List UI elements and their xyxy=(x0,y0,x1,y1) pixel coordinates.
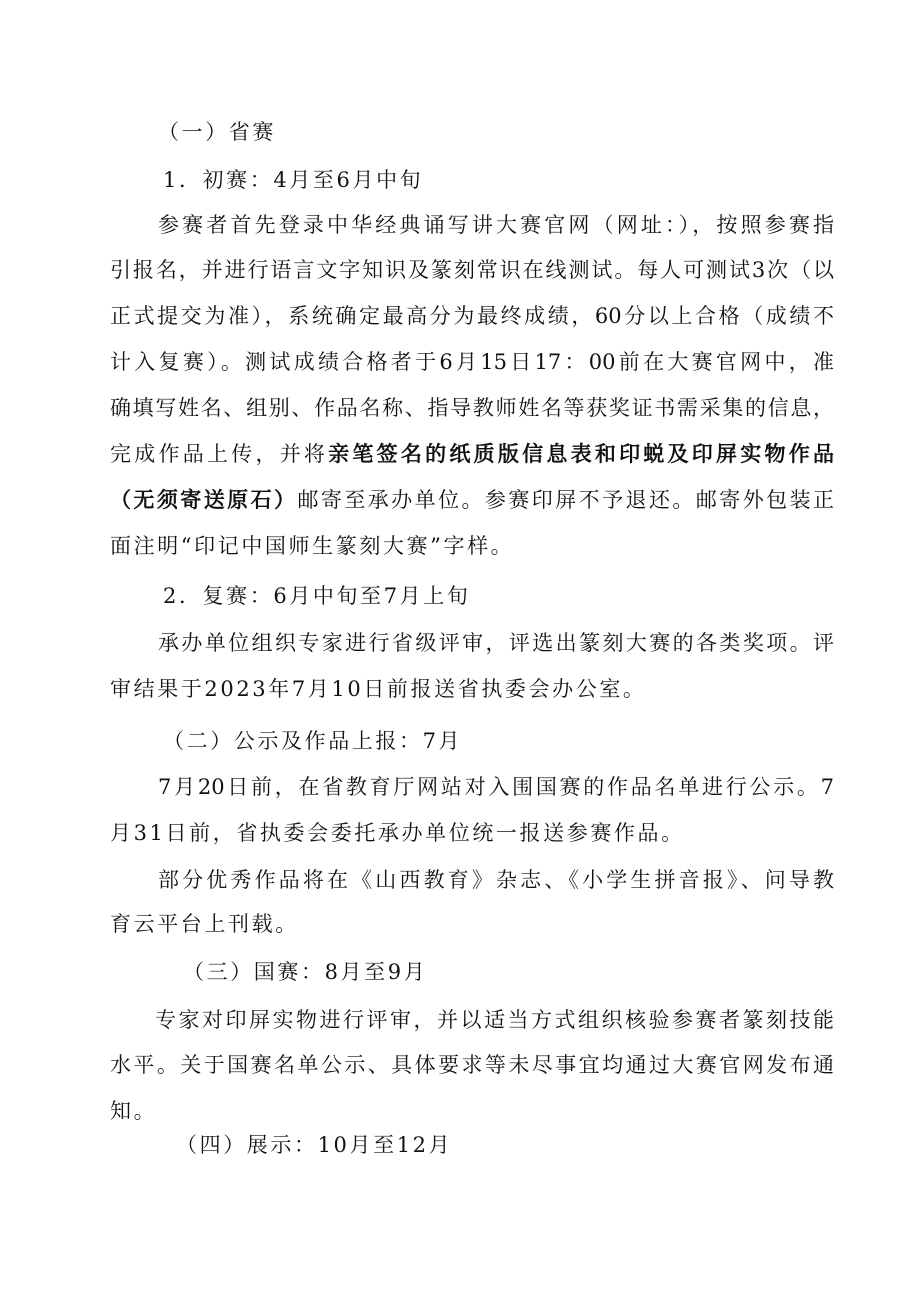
paragraph-line: 审结果于2023年7月10日前报送省执委会办公室。 xyxy=(110,677,647,701)
paragraph-line: 7月20日前，在省教育厅网站对入围国赛的作品名单进行公示。7 xyxy=(158,775,834,799)
paragraph-line: 引报名，并进行语言文字知识及篆刻常识在线测试。每人可测试3次（以 xyxy=(110,258,834,282)
paragraph-line: 知。 xyxy=(110,1099,158,1123)
paragraph-line: 面注明“印记中国师生篆刻大赛”字样。 xyxy=(110,534,515,558)
plain-text: 完成作品上传，并将 xyxy=(110,442,329,466)
paragraph-line: 专家对印屏实物进行评审，并以适当方式组织核验参赛者篆刻技能 xyxy=(155,1008,834,1032)
section-4-heading: （四）展示：10月至12月 xyxy=(176,1133,453,1157)
paragraph-line: 计入复赛）。测试成绩合格者于6月15日17：00前在大赛官网中，准 xyxy=(110,350,834,374)
paragraph-line: 参赛者首先登录中华经典诵写讲大赛官网（网址：），按照参赛指 xyxy=(158,213,834,237)
paragraph-line: 确填写姓名、组别、作品名称、指导教师姓名等获奖证书需采集的信息， xyxy=(110,396,834,420)
paragraph-line: 部分优秀作品将在《山西教育》杂志、《小学生拼音报》、问导教 xyxy=(158,868,834,892)
emphasized-text: 亲笔签名的纸质版信息表和印蜕及印屏实物作品 xyxy=(328,441,834,466)
paragraph-line-mixed xyxy=(110,488,834,512)
section-1-heading: （一）省赛 xyxy=(158,120,276,144)
item-2-heading: 2．复赛：6月中旬至7月上旬 xyxy=(163,584,471,608)
paragraph-line-mixed xyxy=(110,442,834,466)
paragraph-line: 月31日前，省执委会委托承办单位统一报送参赛作品。 xyxy=(110,821,685,845)
plain-text: 邮寄至承办单位。参赛印屏不予退还。邮寄外包装正 xyxy=(297,488,835,512)
paragraph-line: 正式提交为准），系统确定最高分为最终成绩，60分以上合格（成绩不 xyxy=(110,304,834,328)
paragraph-line: 水平。关于国赛名单公示、具体要求等未尽事宜均通过大赛官网发布通 xyxy=(110,1053,834,1077)
section-3-heading: （三）国赛：8月至9月 xyxy=(183,960,428,984)
section-2-heading: （二）公示及作品上报：7月 xyxy=(163,729,463,753)
item-1-heading: 1．初赛：4月至6月中旬 xyxy=(163,168,424,192)
emphasized-text: （无须寄送原石） xyxy=(110,487,298,512)
paragraph-line: 承办单位组织专家进行省级评审，评选出篆刻大赛的各类奖项。评 xyxy=(158,631,834,655)
paragraph-line: 育云平台上刊载。 xyxy=(110,912,299,936)
